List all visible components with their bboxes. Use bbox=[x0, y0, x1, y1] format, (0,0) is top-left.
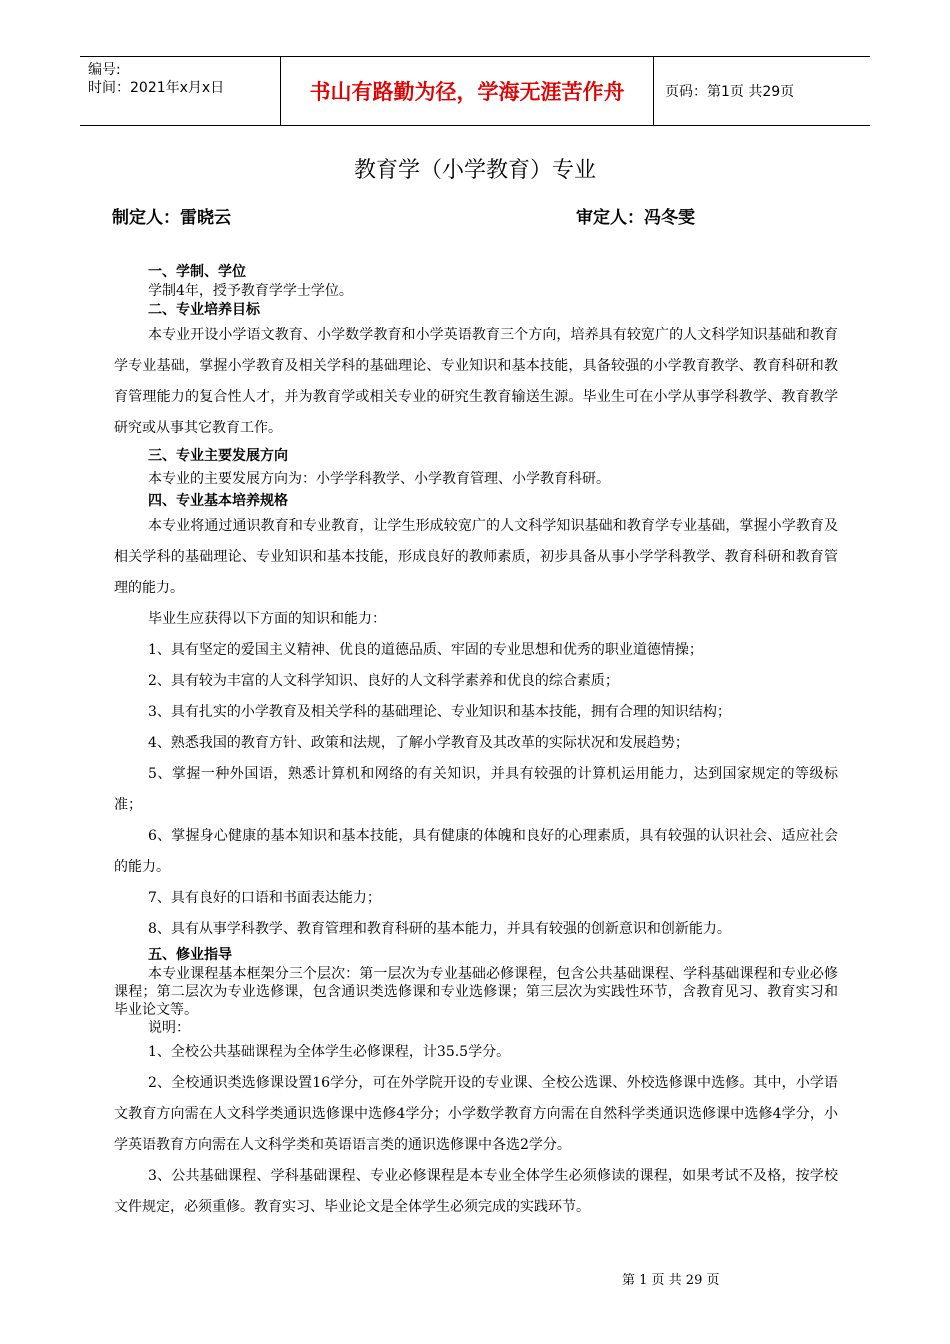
page-header bbox=[80, 56, 870, 126]
document-body bbox=[114, 262, 838, 1223]
list-item: 2、全校通识类选修课设置16学分，可在外学院开设的专业课、全校公选课、外校选修课中选修。其中，小学语文教育方向需在人文科学类通识选修课中选修4学分；小学数学教育方向需在自然科学类通识选修课中选修4学分，小学英语教育方向需在人文科学类和英语语言类的通识选修课中各选2学分。 bbox=[114, 1075, 838, 1153]
section-heading: 三、专业主要发展方向 bbox=[148, 448, 288, 464]
section-heading: 五、修业指导 bbox=[148, 947, 232, 963]
maker-label: 制定人：雷晓云 bbox=[112, 208, 231, 228]
paragraph: 说明： bbox=[148, 1020, 190, 1036]
list-item: 3、公共基础课程、学科基础课程、专业必修课程是本专业全体学生必须修读的课程，如果考试不及格，按学校文件规定，必须重修。教育实习、毕业论文是全体学生必须完成的实践环节。 bbox=[114, 1168, 838, 1215]
doc-time-label: 时间：2021年x月x日 bbox=[88, 80, 225, 96]
list-item: 6、掌握身心健康的基本知识和基本技能，具有健康的体魄和良好的心理素质，具有较强的认识社会、适应社会的能力。 bbox=[114, 828, 838, 875]
header-motto: 书山有路勤为径，学海无涯苦作舟 bbox=[280, 57, 654, 125]
section-heading: 二、专业培养目标 bbox=[148, 302, 260, 318]
paragraph: 本专业开设小学语文教育、小学数学教育和小学英语教育三个方向，培养具有较宽广的人文科学知识基础和教育学专业基础，掌握小学教育及相关学科的基础理论、专业知识和基本技能，具备较强的小学教育教学、教育科研和教育管理能力的复合性人才，并为教育学或相关专业的研究生教育输送生源。毕业生可在小学从事学科教学、教育教学研究或从事其它教育工作。 bbox=[114, 327, 838, 436]
header-page-code: 页码：第1页 共29页 bbox=[665, 84, 795, 100]
section-heading: 一、学制、学位 bbox=[148, 264, 246, 280]
paragraph: 学制4年，授予教育学学士学位。 bbox=[148, 283, 353, 299]
paragraph: 本专业将通过通识教育和专业教育，让学生形成较宽广的人文科学知识基础和教育学专业基础，掌握小学教育及相关学科的基础理论、专业知识和基本技能，形成良好的教师素质，初步具备从事小学学科教学、教育科研和教育管理的能力。 bbox=[114, 518, 838, 596]
page-title: 教育学（小学教育）专业 bbox=[353, 158, 596, 183]
list-item: 8、具有从事学科教学、教育管理和教育科研的基本能力，并具有较强的创新意识和创新能力。 bbox=[148, 921, 731, 937]
list-item: 4、熟悉我国的教育方针、政策和法规，了解小学教育及其改革的实际状况和发展趋势； bbox=[148, 735, 689, 751]
list-item: 1、具有坚定的爱国主义精神、优良的道德品质、牢固的专业思想和优秀的职业道德情操； bbox=[148, 642, 703, 658]
list-item: 5、掌握一种外国语，熟悉计算机和网络的有关知识，并具有较强的计算机运用能力，达到国家规定的等级标准； bbox=[114, 766, 838, 813]
doc-number-label: 编号: bbox=[88, 62, 121, 78]
paragraph: 本专业的主要发展方向为：小学学科教学、小学教育管理、小学教育科研。 bbox=[148, 471, 610, 487]
list-item: 2、具有较为丰富的人文科学知识、良好的人文科学素养和优良的综合素质； bbox=[148, 673, 619, 689]
section-heading: 四、专业基本培养规格 bbox=[148, 493, 288, 509]
list-item: 3、具有扎实的小学教育及相关学科的基础理论、专业知识和基本技能，拥有合理的知识结构； bbox=[148, 704, 731, 720]
list-item: 1、全校公共基础课程为全体学生必修课程，计35.5学分。 bbox=[148, 1044, 511, 1060]
header-meta bbox=[88, 61, 224, 97]
page-footer: 第 1 页 共 29 页 bbox=[622, 1273, 720, 1288]
list-item: 7、具有良好的口语和书面表达能力； bbox=[148, 890, 381, 906]
paragraph: 毕业生应获得以下方面的知识和能力： bbox=[148, 611, 386, 627]
paragraph: 本专业课程基本框架分三个层次：第一层次为专业基础必修课程，包含公共基础课程、学科基础课程和专业必修课程；第二层次为专业选修课，包含通识类选修课和专业选修课；第三层次为实践性环节，含教育见习、教育实习和毕业论文等。 bbox=[114, 966, 838, 1018]
checker-label: 审定人：冯冬雯 bbox=[576, 208, 695, 228]
